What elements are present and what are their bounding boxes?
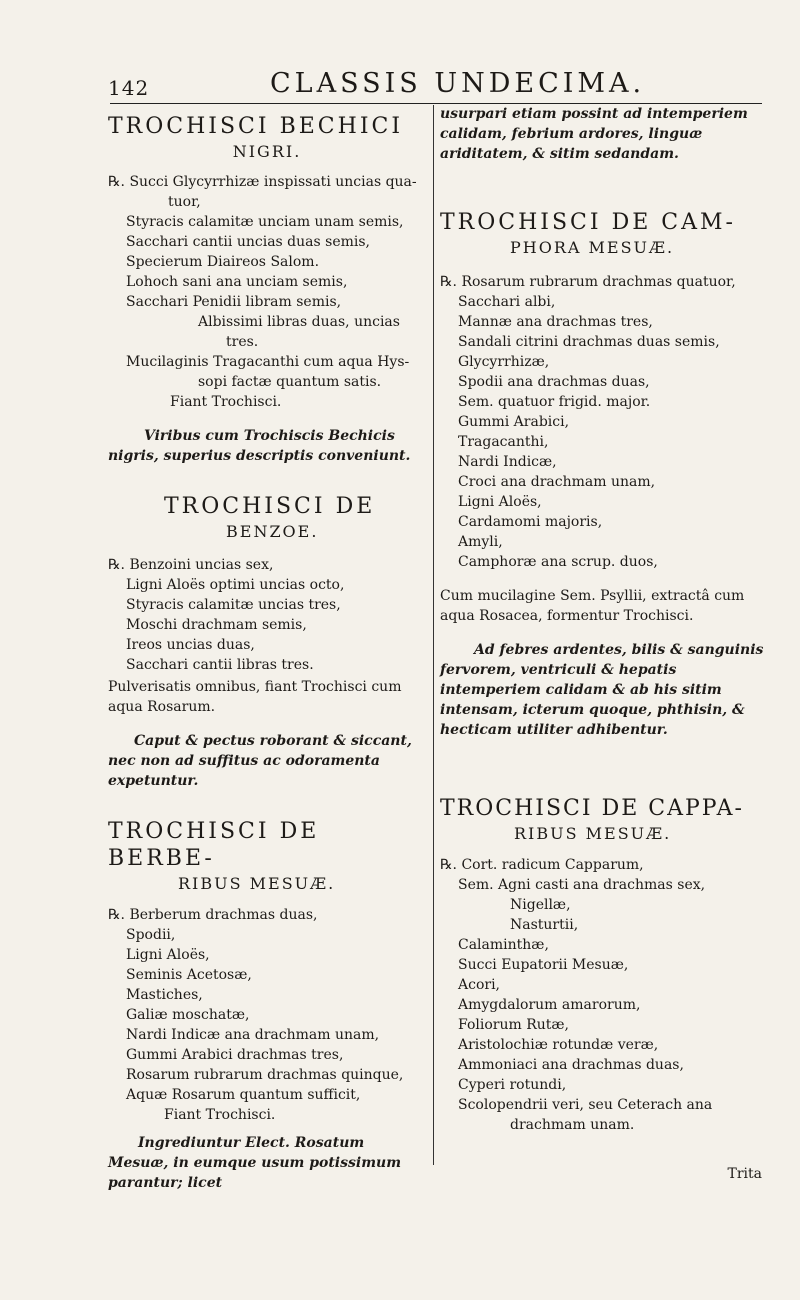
recipe-list: [440, 272, 770, 572]
section-heading: [108, 819, 426, 893]
ingredient-line: Acori,: [458, 977, 500, 994]
ingredient-line: Fiant Trochisci.: [164, 1107, 276, 1124]
section-title: TROCHISCI DE CAM-: [440, 210, 736, 235]
running-title: CLASSIS UNDECIMA.: [270, 68, 646, 99]
section-heading: [440, 796, 770, 844]
ingredient-line: ℞. Berberum drachmas duas,: [108, 907, 318, 924]
ingredient-line: Camphoræ ana scrup. duos,: [458, 553, 658, 570]
ingredient-line: Nardi Indicæ ana drachmam unam,: [126, 1027, 380, 1044]
ingredient-line: ℞. Cort. radicum Capparum,: [440, 857, 644, 874]
preparation-note: Pulverisatis omnibus, fiant Trochisci cum aqua Rosarum.: [108, 679, 402, 716]
catchword: Trita: [727, 1166, 762, 1182]
ingredient-line: Ligni Aloës,: [126, 947, 210, 964]
ingredient-line: ℞. Rosarum rubrarum drachmas quatuor,: [440, 273, 736, 290]
ingredient-line: Succi Eupatorii Mesuæ,: [458, 957, 629, 974]
ingredient-line: Sem. quatuor frigid. major.: [458, 393, 651, 410]
ingredient-line: Moschi drachmam semis,: [126, 617, 307, 634]
section-title: TROCHISCI BECHICI: [108, 114, 404, 139]
ingredient-line: Spodii,: [126, 927, 176, 944]
ingredient-line: ℞. Benzoini uncias sex,: [108, 557, 274, 574]
page-number: 142: [108, 76, 150, 100]
section-title: TROCHISCI DE: [164, 493, 376, 519]
ingredient-line: Ligni Aloës optimi uncias octo,: [126, 577, 345, 594]
ingredient-line: Albissimi libras duas, uncias: [198, 313, 400, 330]
ingredient-line: Fiant Trochisci.: [170, 393, 282, 410]
ingredient-line: Styracis calamitæ uncias tres,: [126, 597, 341, 614]
ingredient-line: Sacchari albi,: [458, 293, 556, 310]
usage-note: Viribus cum Trochiscis Bechicis nigris, superius descriptis conveniunt.: [108, 427, 411, 464]
section-title: TROCHISCI DE CAPPA-: [440, 795, 744, 821]
ingredient-line: sopi factæ quantum satis.: [198, 373, 382, 390]
ingredient-line: Aquæ Rosarum quantum sufficit,: [126, 1087, 361, 1104]
ingredient-line: Spodii ana drachmas duas,: [458, 373, 650, 390]
ingredient-line: Lohoch sani ana unciam semis,: [126, 273, 348, 290]
ingredient-line: Sem. Agni casti ana drachmas sex,: [458, 877, 706, 894]
usage-note: Caput & pectus roborant & siccant, nec non ad suffitus ac odoramenta expetuntur.: [108, 733, 412, 790]
ingredient-line: Sacchari Penidii libram semis,: [126, 293, 342, 310]
ingredient-line: Amygdalorum amarorum,: [458, 997, 641, 1014]
ingredient-line: Glycyrrhizæ,: [458, 353, 550, 370]
ingredient-line: Nardi Indicæ,: [458, 453, 557, 470]
ingredient-line: Sacchari cantii uncias duas semis,: [126, 233, 370, 250]
ingredient-line: Nasturtii,: [510, 917, 579, 934]
section-subtitle: RIBUS MESUÆ.: [514, 823, 672, 843]
ingredient-line: Croci ana drachmam unam,: [458, 473, 656, 490]
recipe-list: [108, 555, 426, 675]
ingredient-line: ℞. Succi Glycyrrhizæ inspissati uncias qua-: [108, 173, 417, 190]
right-column: [440, 104, 770, 1135]
left-column: [108, 110, 426, 1193]
ingredient-line: Sacchari cantii libras tres.: [126, 657, 314, 674]
ingredient-line: Nigellæ,: [510, 897, 571, 914]
ingredient-line: Calaminthæ,: [458, 937, 549, 954]
column-divider: [433, 105, 434, 1165]
ingredient-line: Cyperi rotundi,: [458, 1077, 567, 1094]
recipe-list: [440, 855, 770, 1135]
section-subtitle: NIGRI.: [232, 142, 302, 162]
ingredient-line: Foliorum Rutæ,: [458, 1017, 569, 1034]
ingredient-line: Mastiches,: [126, 987, 203, 1004]
recipe-list: [108, 905, 426, 1125]
ingredient-line: Mucilaginis Tragacanthi cum aqua Hys-: [126, 353, 410, 370]
page-header: [0, 66, 800, 100]
ingredient-line: Styracis calamitæ unciam unam semis,: [126, 213, 404, 230]
ingredient-line: Aristolochiæ rotundæ veræ,: [458, 1037, 659, 1054]
ingredient-line: tres.: [226, 333, 259, 350]
section-heading: [108, 114, 426, 162]
ingredient-line: Ligni Aloës,: [458, 493, 542, 510]
ingredient-line: Seminis Acetosæ,: [126, 967, 252, 984]
usage-note: Ad febres ardentes, bilis & sanguinis fervorem, ventriculi & hepatis intemperiem calidam & ab his sitim intensam, icterum quoque, phthisin, & hecticam utiliter adhibentur.: [440, 641, 764, 738]
preparation-note: Cum mucilagine Sem. Psyllii, extractâ cum aqua Rosacea, formentur Trochisci.: [440, 587, 745, 624]
ingredient-line: Gummi Arabici,: [458, 413, 570, 430]
ingredient-line: tuor,: [168, 193, 201, 210]
ingredient-line: Gummi Arabici drachmas tres,: [126, 1047, 344, 1064]
ingredient-line: Ammoniaci ana drachmas duas,: [458, 1057, 684, 1074]
section-subtitle: RIBUS MESUÆ.: [178, 873, 336, 893]
section-subtitle: BENZOE.: [226, 521, 319, 541]
usage-note-continued: usurpari etiam possint ad intemperiem calidam, febrium ardores, linguæ ariditatem, & sitim sedandam.: [440, 106, 748, 162]
ingredient-line: Cardamomi majoris,: [458, 513, 603, 530]
section-title: TROCHISCI DE BERBE-: [108, 819, 320, 871]
ingredient-line: Scolopendrii veri, seu Ceterach ana: [458, 1097, 713, 1114]
ingredient-line: Rosarum rubrarum drachmas quinque,: [126, 1067, 404, 1084]
section-subtitle: PHORA MESUÆ.: [510, 238, 675, 258]
ingredient-line: Galiæ moschatæ,: [126, 1007, 250, 1024]
usage-note: Ingrediuntur Elect. Rosatum Mesuæ, in eumque usum potissimum parantur; licet: [108, 1135, 402, 1192]
recipe-list: [108, 172, 426, 412]
ingredient-line: Sandali citrini drachmas duas semis,: [458, 333, 720, 350]
ingredient-line: Specierum Diaireos Salom.: [126, 253, 320, 270]
section-heading: [440, 210, 770, 258]
ingredient-line: drachmam unam.: [510, 1117, 635, 1134]
ingredient-line: Amyli,: [458, 533, 503, 550]
ingredient-line: Ireos uncias duas,: [126, 637, 255, 654]
ingredient-line: Mannæ ana drachmas tres,: [458, 313, 653, 330]
section-heading: [108, 494, 426, 542]
ingredient-line: Tragacanthi,: [458, 433, 549, 450]
